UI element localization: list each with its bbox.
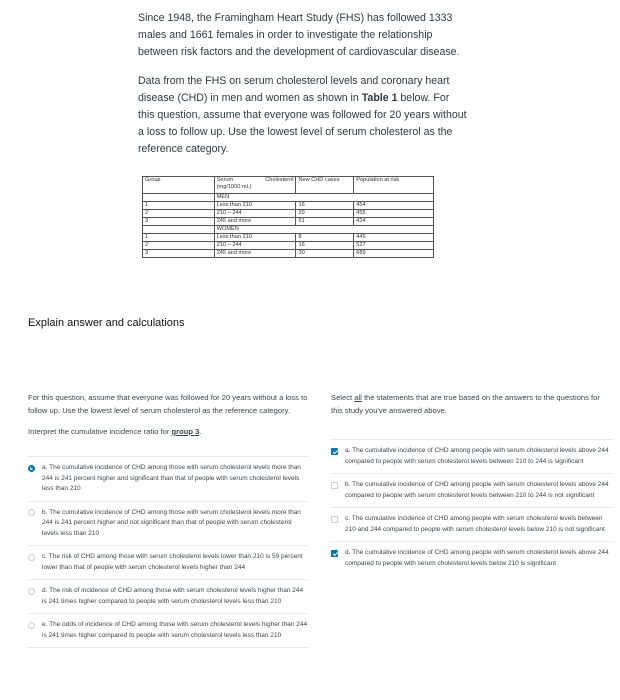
intro-paragraph-2-start: Data from the FHS on serum cholesterol levels and coronary heart disease (CHD) in men and women as shown in (138, 75, 450, 104)
intro-paragraph-2-end: below. For this question, assume that everyone was followed for 20 years without a loss to follow up. Use the lowest level of serum cholesterol as the reference category. (138, 92, 467, 155)
cell-cases: 16 (296, 242, 354, 250)
option-label: e. The odds of incidence of CHD among those with serum cholesterol levels higher than 244 is 241 times higher compared to people with serum cholesterol levels less than 210 (42, 621, 308, 639)
radio-option-d[interactable] (28, 579, 308, 613)
intro-paragraph-2 (138, 73, 468, 158)
cell-group: 1 (143, 202, 215, 210)
all-emphasis: all (354, 393, 362, 402)
radio-icon[interactable] (28, 554, 35, 561)
section-row-men (143, 194, 434, 202)
cell-population: 689 (354, 250, 434, 258)
cell-population: 445 (354, 234, 434, 242)
cell-cases: 8 (296, 234, 354, 242)
table-reference: Table 1 (361, 92, 398, 104)
cell-serum: Less than 210 (214, 234, 296, 242)
checkbox-option-c[interactable] (331, 507, 613, 541)
question-text-start: Interpret the cumulative incidence ratio for (28, 427, 172, 436)
table-row (143, 218, 434, 226)
header-group: Group (143, 177, 215, 194)
left-options (28, 456, 308, 648)
cell-population: 454 (354, 202, 434, 210)
radio-icon[interactable] (28, 588, 35, 595)
cell-serum: 245 and more (214, 250, 296, 258)
table-row (143, 202, 434, 210)
table-row (143, 242, 434, 250)
header-cases: New CHD cases (296, 177, 354, 194)
radio-option-a[interactable] (28, 456, 308, 501)
left-question (28, 391, 308, 648)
group-3-emphasis: group 3 (171, 427, 200, 436)
radio-icon[interactable] (28, 509, 35, 516)
intro-text (138, 10, 468, 170)
option-label: a. The cumulative incidence of CHD among people with serum cholesterol levels above 244 compared to people with serum cholesterol levels between 210 to 244 is significant (345, 447, 609, 465)
table-header-row (143, 177, 434, 194)
prompt-start: Select (331, 393, 355, 402)
right-question (331, 391, 613, 575)
radio-option-b[interactable] (28, 501, 308, 546)
explain-heading: Explain answer and calculations (28, 317, 185, 329)
option-label: c. The cumulative incidence of CHD among people with serum cholesterol levels between 210 and 244 compared to people with serum cholesterol levels below 210 is not significant (345, 515, 605, 533)
checkbox-option-a[interactable] (331, 439, 613, 473)
cholesterol-table (142, 176, 434, 258)
left-question-text (28, 425, 308, 438)
table-row (143, 250, 434, 258)
cell-group: 2 (143, 242, 215, 250)
cell-population: 455 (354, 210, 434, 218)
left-question-prompt: For this question, assume that everyone was followed for 20 years without a loss to follow up. Use the lowest level of serum cholesterol as the reference category. (28, 393, 308, 415)
cell-population: 527 (354, 242, 434, 250)
section-label-men: MEN (214, 194, 433, 202)
checkbox-icon[interactable] (331, 516, 338, 523)
cell-group: 3 (143, 218, 215, 226)
option-label: b. The cumulative incidence of CHD among those with serum cholesterol levels more than 244 is 241 percent higher and not significant than that of people with serum cholesterol levels less than 210 (42, 508, 301, 537)
cell-cases: 16 (296, 202, 354, 210)
question-text-end: . (199, 427, 202, 436)
cell-serum: 210 – 244 (214, 210, 296, 218)
prompt-end: the statements that are true based on the answers to the questions for this study you've answered above. (331, 393, 600, 415)
cell-serum: 210 – 244 (214, 242, 296, 250)
radio-option-c[interactable] (28, 545, 308, 579)
cell-serum: Less than 210 (214, 202, 296, 210)
header-serum (214, 177, 296, 194)
right-question-prompt (331, 391, 613, 417)
option-label: b. The cumulative incidence of CHD among people with serum cholesterol levels above 244 compared to people with serum cholesterol levels between 210 to 244 is not significant (345, 481, 609, 499)
checkbox-icon[interactable] (331, 482, 338, 489)
intro-paragraph-1: Since 1948, the Framingham Heart Study (FHS) has followed 1333 males and 1661 females in order to investigate the relationship between risk factors and the development of cardiovascular disease. (138, 12, 460, 58)
cell-population: 424 (354, 218, 434, 226)
checkbox-checked-icon[interactable] (331, 448, 338, 455)
option-label: d. The cumulative incidence of CHD among people with serum cholesterol levels above 244 compared to people with serum cholesterol levels below 210 is significant (345, 549, 609, 567)
checkbox-option-d[interactable] (331, 541, 613, 575)
section-row-women (143, 226, 434, 234)
cell-cases: 29 (296, 210, 354, 218)
table-row (143, 234, 434, 242)
cell-cases: 30 (296, 250, 354, 258)
header-serum-unit: (mg/1000 mL) (216, 184, 252, 190)
cell-group: 2 (143, 210, 215, 218)
checkbox-option-b[interactable] (331, 473, 613, 507)
header-serum-label: Serum (216, 177, 234, 183)
header-cholesterol-label: Cholesterol (265, 177, 294, 183)
section-label-women: WOMEN (214, 226, 433, 234)
radio-selected-icon[interactable] (28, 465, 35, 472)
cell-cases: 51 (296, 218, 354, 226)
header-population: Population at risk (354, 177, 434, 194)
option-label: a. The cumulative incidence of CHD among those with serum cholesterol levels more than 244 is 241 percent higher and significant than that of people with serum cholesterol levels less than 210 (42, 464, 301, 492)
option-label: d. The risk of incidence of CHD among those with serum cholesterol levels higher than 244 is 241 times higher compared to people with serum cholesterol levels less than 210 (42, 587, 304, 605)
right-options (331, 439, 613, 575)
radio-icon[interactable] (28, 622, 35, 629)
cell-group: 3 (143, 250, 215, 258)
option-label: c. The risk of CHD among those with serum cholesterol levels lower than 210 is 59 percent lower than that of people with serum cholesterol levels higher than 244 (42, 553, 303, 571)
cell-group: 1 (143, 234, 215, 242)
checkbox-checked-icon[interactable] (331, 550, 338, 557)
radio-option-e[interactable] (28, 613, 308, 648)
cell-serum: 245 and more (214, 218, 296, 226)
table-row (143, 210, 434, 218)
